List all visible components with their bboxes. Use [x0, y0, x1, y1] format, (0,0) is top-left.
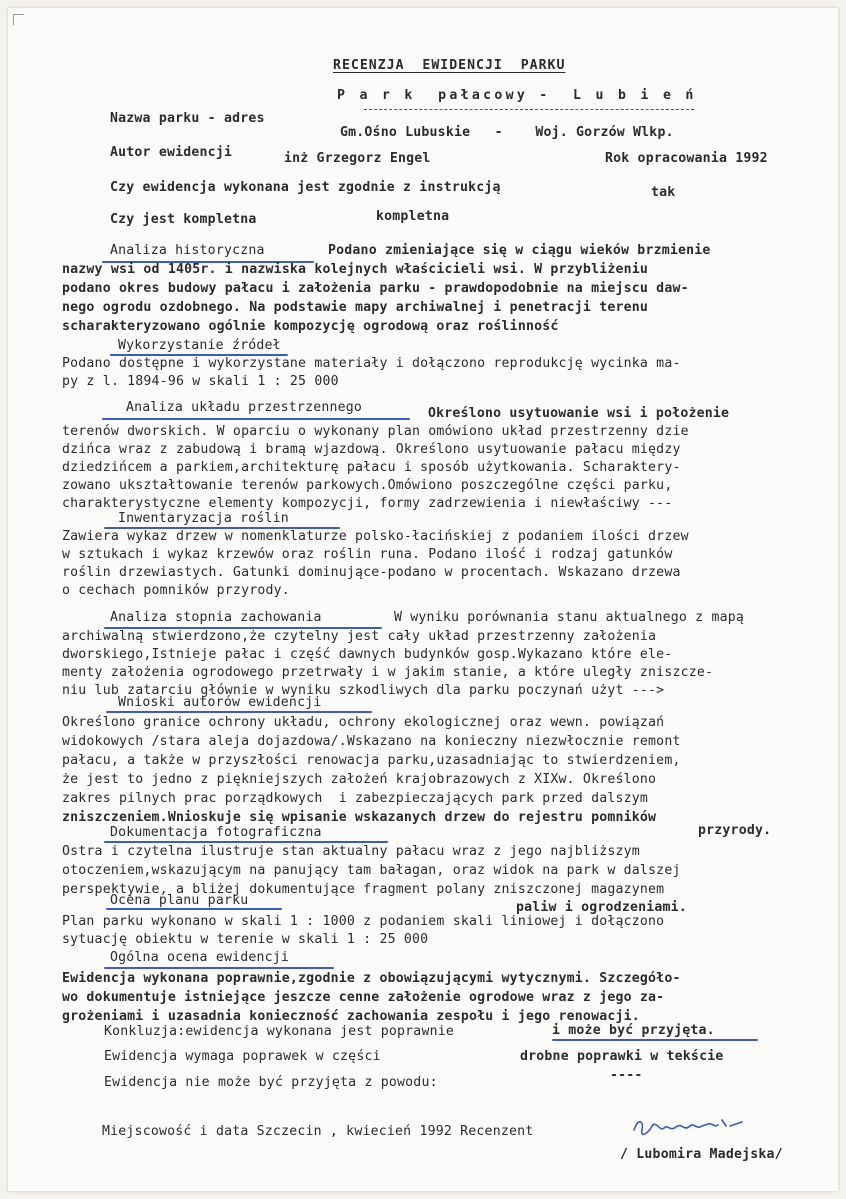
- handwritten-signature: [630, 1112, 750, 1142]
- complete-question: Czy jest kompletna: [110, 212, 257, 227]
- section-heading-preservation: Analiza stopnia zachowania: [110, 610, 322, 625]
- conclusions-line: że jest to jedno z piękniejszych założeń krajobrazowych z XIXw. Określono: [62, 772, 657, 787]
- section-heading-spatial: Analiza układu przestrzennego: [126, 400, 363, 415]
- park-address: Gm.Ośno Lubuskie - Woj. Gorzów Wlkp.: [340, 125, 674, 140]
- plan-line: Plan parku wykonano w skali 1 : 1000 z podaniem skali liniowej i dołączono: [62, 914, 665, 929]
- historical-line: nazwy wsi od 1405r. i nazwiska kolejnych właścicieli wsi. W przybliżeniu: [62, 262, 649, 277]
- conclusion-label: Konkluzja:ewidencja wykonana jest poprawnie: [104, 1024, 455, 1039]
- historical-line: nego ogrodu ozdobnego. Na podstawie mapy archiwalnej i penetracji terenu: [62, 300, 649, 315]
- overall-line: grożeniami i uzasadnia konieczność zachowania zespołu i jego renowacji.: [62, 1009, 640, 1024]
- spatial-line: zowano ukształtowanie terenów parkowych.Omówiono poszczególne części parku,: [62, 478, 673, 493]
- inventory-line: w sztukach i wykaz krzewów oraz roślin runa. Podano ilość i rodzaj gatunków: [62, 547, 673, 562]
- conclusions-line: Określono granice ochrony układu, ochrony ekologicznej oraz wewn. powiązań: [62, 715, 665, 730]
- instruction-answer: tak: [651, 185, 676, 200]
- spatial-line: Określono usytuowanie wsi i położenie: [428, 406, 730, 421]
- rejection-label: Ewidencja nie może być przyjęta z powodu:: [104, 1075, 438, 1090]
- section-heading-photos: Dokumentacja fotograficzna: [110, 825, 322, 840]
- preservation-line: W wyniku porównania stanu aktualnego z mapą: [394, 610, 745, 625]
- preservation-line: dworskiego,Istnieje pałac i część dawnych budynków gosp.Wykazano które ele-: [62, 647, 673, 662]
- corner-mark: [13, 14, 24, 25]
- conclusions-line: pałacu, a także w przyszłości renowacja parku,uzasadniając to stwierdzeniem,: [62, 753, 681, 768]
- conclusions-line: widokowych /stara aleja dojazdowa/.Wskazano na konieczny niezwłocznie remont: [62, 734, 681, 749]
- pen-underline: [106, 908, 282, 910]
- conclusion-value: i może być przyjęta.: [552, 1023, 715, 1038]
- conclusions-line: zniszczeniem.Wnioskuje się wpisanie wskazanych drzew do rejestru pomników: [62, 810, 657, 825]
- corrections-label: Ewidencja wymaga poprawek w części: [104, 1049, 381, 1064]
- section-heading-inventory: Inwentaryzacja roślin: [118, 511, 289, 526]
- complete-answer: kompletna: [376, 209, 450, 224]
- inventory-line: o cechach pomników przyrody.: [62, 583, 290, 598]
- reviewer-name: / Lubomira Madejska/: [620, 1147, 783, 1162]
- overall-line: Ewidencja wykonana poprawnie,zgodnie z obowiązującymi wytycznymi. Szczegóło-: [62, 971, 681, 986]
- corrections-value: drobne poprawki w tekście: [520, 1049, 724, 1064]
- sources-line: Podano dostępne i wykorzystane materiały i dołączono reprodukcję wycinka ma-: [62, 356, 681, 371]
- spatial-line: dzińca wraz z zabudową i bramą wjazdową. Określono usytuowanie pałacu między: [62, 442, 681, 457]
- historical-line: Podano zmieniające się w ciągu wieków brzmienie: [328, 243, 711, 258]
- plan-line: sytuację obiektu w terenie w skali 1 : 25 000: [62, 932, 429, 947]
- conclusions-tail: przyrody.: [698, 823, 772, 838]
- section-heading-historical: Analiza historyczna: [110, 243, 265, 258]
- section-heading-plan: Ocena planu parku: [110, 893, 249, 908]
- photos-line: Ostra i czytelna ilustruje stan aktualny pałacu wraz z jego najbliższym: [62, 844, 640, 859]
- sources-line: py z l. 1894-96 w skali 1 : 25 000: [62, 374, 339, 389]
- inventory-line: roślin drzewiastych. Gatunki dominujące-podano w procentach. Wskazano drzewa: [62, 565, 681, 580]
- conclusions-line: zakres pilnych prac porządkowych i zabezpieczających park przed dalszym: [62, 791, 649, 806]
- historical-line: podano okres budowy pałacu i założenia parku - prawdopodobnie na miejscu daw-: [62, 281, 689, 296]
- document-title: RECENZJA EWIDENCJI PARKU: [333, 58, 566, 73]
- photos-line: perspektywie, a bliżej dokumentujące fragment polany zniszczonej magazynem: [62, 882, 665, 897]
- dashed-rule: [364, 109, 694, 110]
- rejection-value: ----: [610, 1068, 643, 1083]
- overall-line: wo dokumentuje istniejące jeszcze cenne założenie ogrodowe wraz z jego za-: [62, 990, 665, 1005]
- section-heading-sources: Wykorzystanie źródeł: [118, 338, 281, 353]
- preservation-line: niu lub zatarciu głównie w wyniku szkodliwych dla parku poczynań użyt --->: [62, 683, 665, 698]
- section-heading-overall: Ogólna ocena ewidencji: [110, 950, 290, 965]
- section-heading-conclusions: Wnioski autorów ewidencji: [118, 695, 322, 710]
- preservation-line: archiwalną stwierdzono,że czytelny jest cały układ przestrzenny założenia: [62, 629, 657, 644]
- signature: [630, 1112, 750, 1146]
- document-page: [8, 8, 838, 1191]
- preservation-line: menty założenia ogrodowego przetrwały i w jakim stanie, a które uległy zniszcze-: [62, 665, 714, 680]
- spatial-line: dziedzińcem a parkiem,architekturę pałacu i sposób użytkowania. Scharaktery-: [62, 460, 681, 475]
- photos-line: otoczeniem,wskazującym na panujący tam bałagan, oraz widok na park w dalszej: [62, 863, 681, 878]
- historical-line: scharakteryzowano ogólnie kompozycję ogrodową oraz roślinność: [62, 319, 559, 334]
- instruction-question: Czy ewidencja wykonana jest zgodnie z instrukcją: [110, 180, 501, 195]
- spatial-line: charakterystyczne elementy kompozycji, formy zadrzewienia i niewłaściwy ---: [62, 496, 673, 511]
- park-name-value: P a r k pałacowy - L u b i e ń: [337, 88, 697, 103]
- pen-underline: [102, 418, 410, 420]
- park-label: Nazwa parku - adres: [110, 111, 265, 126]
- year-label: Rok opracowania 1992: [605, 151, 768, 166]
- photos-tail: paliw i ogrodzeniami.: [516, 900, 687, 915]
- author-value: inż Grzegorz Engel: [284, 151, 431, 166]
- place-date: Miejscowość i data Szczecin , kwiecień 1992 Recenzent: [102, 1124, 534, 1139]
- inventory-line: Zawiera wykaz drzew w nomenklaturze polsko-łacińskiej z podaniem ilości drzew: [62, 529, 689, 544]
- spatial-line: terenów dworskich. W oparciu o wykonany plan omówiono układ przestrzenny dzie: [62, 424, 689, 439]
- pen-underline: [552, 1039, 758, 1041]
- author-label: Autor ewidencji: [110, 145, 233, 160]
